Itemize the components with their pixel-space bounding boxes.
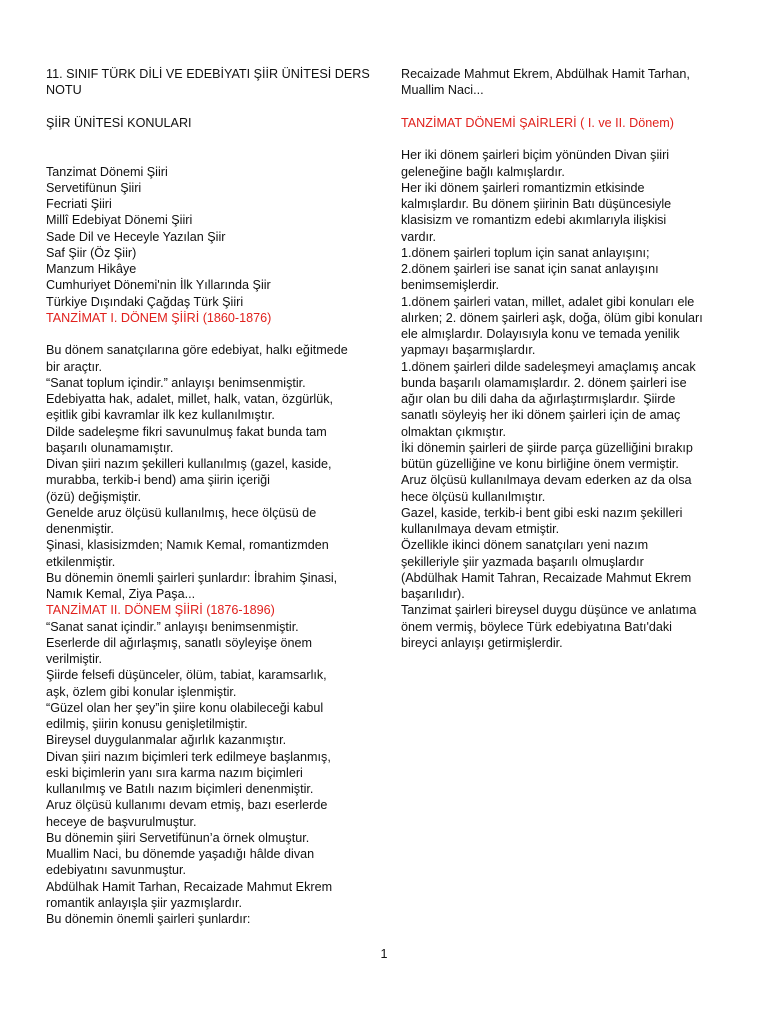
text-line: Şinasi, klasisizmden; Namık Kemal, romantizmden xyxy=(46,538,329,553)
section-heading: TANZİMAT I. DÖNEM ŞİİRİ (1860-1876) xyxy=(46,310,272,325)
text-line: benimsemişlerdir. xyxy=(401,278,499,293)
text-line: Türkiye Dışındaki Çağdaş Türk Şiiri xyxy=(46,294,244,309)
text-line: vardır. xyxy=(401,229,436,244)
text-line: olmaktan çıkmıştır. xyxy=(401,424,506,439)
text-line: edebiyatını savunmuştur. xyxy=(46,863,187,878)
text-line: Abdülhak Hamit Tarhan, Recaizade Mahmut Ekrem xyxy=(46,879,333,894)
text-line: aşk, özlem gibi konular işlenmiştir. xyxy=(46,684,237,699)
text-line: 11. SINIF TÜRK DİLİ VE EDEBİYATI ŞİİR ÜNİTESİ DERS xyxy=(46,67,370,81)
section-heading: TANZİMAT DÖNEMİ ŞAİRLERİ ( I. ve II. Dönem) xyxy=(401,115,674,130)
text-line: Gazel, kaside, terkib-i bent gibi eski nazım şekilleri xyxy=(401,505,683,520)
text-line: 1.dönem şairleri toplum için sanat anlayışını; xyxy=(401,245,650,260)
text-line: bireyci anlayışı getirmişlerdir. xyxy=(401,635,563,650)
blank-line xyxy=(46,147,364,163)
text-line: Recaizade Mahmut Ekrem, Abdülhak Hamit Tarhan, xyxy=(401,67,690,81)
text-line: “Sanat sanat içindir.” anlayışı benimsenmiştir. xyxy=(46,619,299,634)
text-line: NOTU xyxy=(46,83,82,98)
text-line: Özellikle ikinci dönem sanatçıları yeni nazım xyxy=(401,538,649,553)
blank-line xyxy=(401,131,723,147)
text-line: hece ölçüsü kullanılmıştır. xyxy=(401,489,546,504)
blank-line xyxy=(46,326,364,342)
text-line: “Güzel olan her şey”in şiire konu olabileceği kabul xyxy=(46,700,324,715)
text-line: Her iki dönem şairleri romantizmin etkisinde xyxy=(401,180,645,195)
text-line: Aruz ölçüsü kullanılmaya devam ederken az da olsa xyxy=(401,473,692,488)
text-line: kalmışlardır. Bu dönem şiirinin Batı düşüncesiyle xyxy=(401,197,672,211)
blank-line xyxy=(46,131,364,147)
text-line: kullanılmış ve Batılı nazım biçimleri denenmiştir. xyxy=(46,782,314,796)
text-line: Şiirde felsefi düşünceler, ölüm, tabiat, karamsarlık, xyxy=(46,668,327,683)
text-line: Muallim Naci... xyxy=(401,83,484,98)
text-line: geleneğine bağlı kalmışlardır. xyxy=(401,164,565,179)
text-line: Tanzimat şairleri bireysel duygu düşünce ve anlatıma xyxy=(401,603,697,618)
blank-line xyxy=(401,99,723,115)
text-line: Dilde sadeleşme fikri savunulmuş fakat bunda tam xyxy=(46,424,327,439)
text-line: sanatlı söyleyiş her iki dönem şairleri için de amaç xyxy=(401,408,681,423)
text-line: yapmayı başarmışlardır. xyxy=(401,343,536,358)
text-line: Servetifünun Şiiri xyxy=(46,180,142,195)
right-column xyxy=(401,66,723,651)
text-line: Tanzimat Dönemi Şiiri xyxy=(46,164,168,179)
text-line: bunda başarılı olamamışlardır. 2. dönem şairleri ise xyxy=(401,375,687,390)
text-line: Millî Edebiyat Dönemi Şiiri xyxy=(46,213,193,228)
text-line: 2.dönem şairleri ise sanat için sanat anlayışını xyxy=(401,262,659,276)
blank-line xyxy=(46,99,364,115)
text-line: klasisizm ve romantizm edebi akımlarıyla ilişkisi xyxy=(401,213,667,228)
page-number: 1 xyxy=(380,947,388,961)
text-line: romantik anlayışla şiir yazmışlardır. xyxy=(46,895,242,910)
text-line: denenmiştir. xyxy=(46,522,114,536)
text-line: Her iki dönem şairleri biçim yönünden Divan şiiri xyxy=(401,148,670,163)
text-line: Edebiyatta hak, adalet, millet, halk, vatan, özgürlük, xyxy=(46,392,334,406)
text-line: 1.dönem şairleri vatan, millet, adalet gibi konuları ele xyxy=(401,294,695,309)
text-line: (özü) değişmiştir. xyxy=(46,489,142,504)
text-line: ağır olan bu dili daha da ağırlaştırmışlardır. Şiirde xyxy=(401,392,676,406)
text-line: Aruz ölçüsü kullanımı devam etmiş, bazı eserlerde xyxy=(46,798,328,813)
text-line: Saf Şiir (Öz Şiir) xyxy=(46,245,137,260)
text-line: İki dönemin şairleri de şiirde parça güzelliğini bırakıp xyxy=(401,440,693,455)
text-line: Manzum Hikâye xyxy=(46,262,137,276)
text-line: Bu dönem sanatçılarına göre edebiyat, halkı eğitmede xyxy=(46,343,348,358)
text-line: Cumhuriyet Dönemi'nin İlk Yıllarında Şiir xyxy=(46,278,271,293)
text-line: heceye de başvurulmuştur. xyxy=(46,814,197,829)
text-line: 1.dönem şairleri dilde sadeleşmeyi amaçlamış ancak xyxy=(401,359,696,374)
text-line: Bu dönemin önemli şairleri şunlardır: İbrahim Şinasi, xyxy=(46,570,338,585)
text-line: Genelde aruz ölçüsü kullanılmış, hece ölçüsü de xyxy=(46,505,317,520)
text-line: (Abdülhak Hamit Tahran, Recaizade Mahmut Ekrem xyxy=(401,570,692,585)
text-line: murabba, terkib-i bend) ama şiirin içeriği xyxy=(46,473,270,488)
text-line: şekilleriyle şiir yazmada başarılı olmuşlardır xyxy=(401,554,644,569)
text-line: Sade Dil ve Heceyle Yazılan Şiir xyxy=(46,229,226,244)
text-line: alırken; 2. dönem şairleri aşk, doğa, ölüm gibi konuları xyxy=(401,310,703,325)
text-line: Muallim Naci, bu dönemde yaşadığı hâlde divan xyxy=(46,847,315,861)
text-line: Fecriati Şiiri xyxy=(46,197,112,211)
text-line: Eserlerde dil ağırlaşmış, sanatlı söyleyişe önem xyxy=(46,635,312,650)
text-line: edilmiş, şiirin konusu genişletilmiştir. xyxy=(46,717,248,731)
text-line: bir araçtır. xyxy=(46,359,102,374)
text-line: etkilenmiştir. xyxy=(46,554,116,569)
text-line: eski biçimlerin yanı sıra karma nazım biçimleri xyxy=(46,765,303,780)
text-line: “Sanat toplum içindir.” anlayışı benimsenmiştir. xyxy=(46,375,306,390)
section-heading: TANZİMAT II. DÖNEM ŞİİRİ (1876-1896) xyxy=(46,603,275,618)
text-line: kullanılmaya devam etmiştir. xyxy=(401,522,560,536)
text-line: Bu dönemin şiiri Servetifünun’a örnek olmuştur. xyxy=(46,830,310,845)
text-line: bütün güzelliğine ve konu birliğine önem vermiştir. xyxy=(401,457,679,471)
text-line: başarılı olunamamıştır. xyxy=(46,440,174,455)
text-line: Divan şiiri nazım biçimleri terk edilmeye başlanmış, xyxy=(46,749,331,764)
text-line: başarılıdır). xyxy=(401,587,465,601)
text-line: Namık Kemal, Ziya Paşa... xyxy=(46,587,196,601)
text-line: ŞİİR ÜNİTESİ KONULARI xyxy=(46,115,192,130)
text-line: ele almışlardır. Dolayısıyla konu ve temada yenilik xyxy=(401,327,680,341)
text-line: Bu dönemin önemli şairleri şunlardır: xyxy=(46,912,251,926)
left-column xyxy=(46,66,370,927)
text-line: verilmiştir. xyxy=(46,652,102,666)
text-line: önem vermiş, böylece Türk edebiyatına Batı'daki xyxy=(401,619,672,634)
text-line: Bireysel duygulanmalar ağırlık kazanmıştır. xyxy=(46,733,287,748)
text-line: Divan şiiri nazım şekilleri kullanılmış (gazel, kaside, xyxy=(46,457,332,471)
text-line: eşitlik gibi kavramlar ilk kez kullanılmıştır. xyxy=(46,408,275,423)
